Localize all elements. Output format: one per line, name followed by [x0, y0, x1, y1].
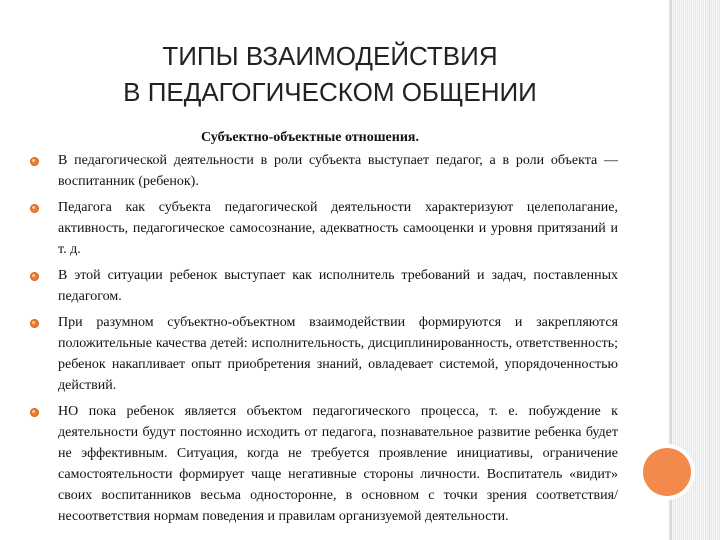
bullet-icon — [30, 157, 39, 166]
bullet-item — [30, 401, 618, 527]
slide-title-line-2: В ПЕДАГОГИЧЕСКОМ ОБЩЕНИИ — [123, 77, 537, 107]
bullet-text: НО пока ребенок является объектом педагогического процесса, т. е. побуждение к деятельности будут постоянно исходить от педагога, познавательное развитие ребенка будет не эффективным. Ситуация, когда не требуется проявление инициативы, ограничение самостоятельности формирует чаще негативные стороны личности. Воспитатель «видит» своих воспитанников весьма односторонне, в основном с точки зрения соответствия/несоответствия нормам поведения и правилам организуемой деятельности. — [58, 404, 618, 524]
bullet-text: Педагога как субъекта педагогической деятельности характеризуют целеполагание, активность, педагогическое самосознание, адекватность самооценки и уровня притязаний и т. д. — [58, 200, 618, 257]
slide-title-line-1: ТИПЫ ВЗАИМОДЕЙСТВИЯ — [162, 41, 498, 71]
slide-title — [0, 38, 660, 110]
bullet-text: При разумном субъектно-объектном взаимодействии формируются и закрепляются положительные качества детей: исполнительность, дисциплинированность, ответственность; ребенок накапливает опыт приобретения знаний, овладевает системой, упорядоченностью действий. — [58, 315, 618, 393]
bullet-item — [30, 312, 618, 396]
decorative-circle — [643, 448, 691, 496]
bullet-text: В этой ситуации ребенок выступает как исполнитель требований и задач, поставленных педагогом. — [58, 268, 618, 304]
bullet-icon — [30, 408, 39, 417]
bullet-text: В педагогической деятельности в роли субъекта выступает педагог, а в роли объекта — воспитанник (ребенок). — [58, 153, 618, 189]
bullet-item — [30, 197, 618, 260]
bullet-icon — [30, 204, 39, 213]
slide-subtitle: Субъектно-объектные отношения. — [201, 130, 419, 145]
bullet-list — [30, 150, 618, 532]
bullet-item — [30, 150, 618, 192]
bullet-icon — [30, 319, 39, 328]
bullet-icon — [30, 272, 39, 281]
bullet-item — [30, 265, 618, 307]
stripe-edge-right — [709, 0, 710, 540]
